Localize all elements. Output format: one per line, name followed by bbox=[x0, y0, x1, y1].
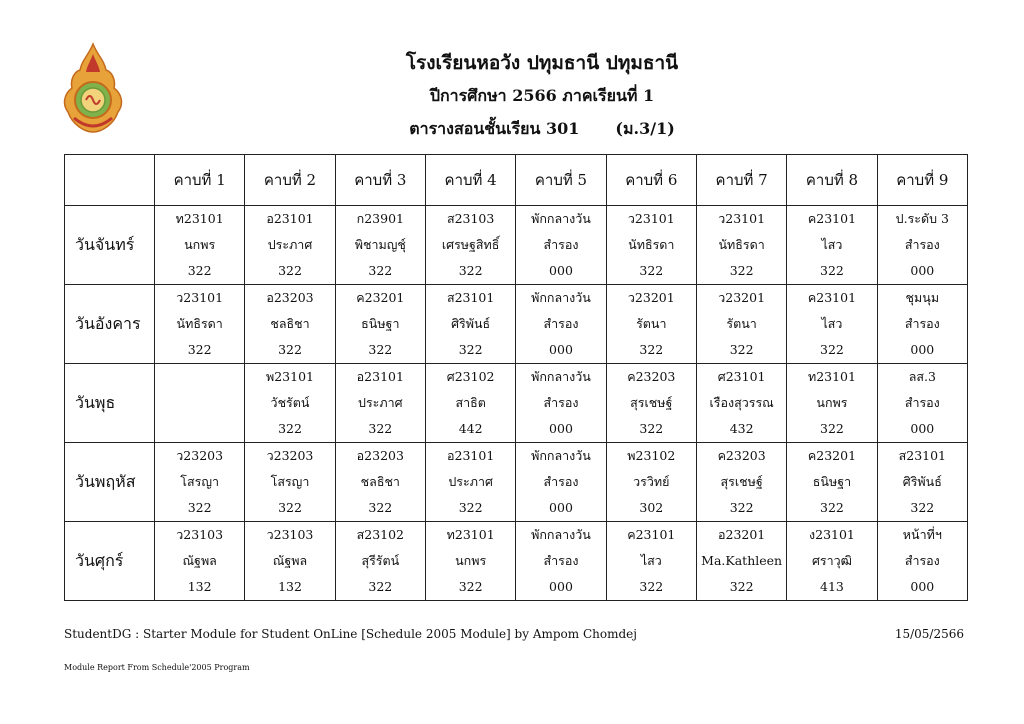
footer-credit: StudentDG : Starter Module for Student OnLine [Schedule 2005 Module] by Ampom Chomdej bbox=[64, 627, 637, 641]
room-number: 000 bbox=[549, 342, 573, 357]
subject-code: อ23101 bbox=[266, 211, 314, 226]
subject-code: ศ23101 bbox=[717, 369, 766, 384]
teacher-name: ไสว bbox=[821, 316, 843, 331]
teacher-name: Ma.Kathleen bbox=[701, 553, 783, 568]
subject-code: ค23101 bbox=[807, 290, 857, 305]
room-number: 322 bbox=[368, 342, 393, 357]
teacher-name: สำรอง bbox=[904, 316, 940, 331]
room-number: 322 bbox=[278, 263, 302, 278]
schedule-cell bbox=[245, 443, 335, 522]
teacher-name: รัตนา bbox=[726, 316, 757, 331]
teacher-name: ประภาศ bbox=[267, 237, 313, 252]
room-number: 322 bbox=[368, 579, 393, 594]
room-number: 322 bbox=[639, 579, 664, 594]
table-row bbox=[65, 364, 968, 443]
teacher-name: นกพร bbox=[455, 553, 487, 568]
room-number: 302 bbox=[639, 500, 664, 515]
subject-code: อ23203 bbox=[266, 290, 314, 305]
subject-code: ว23203 bbox=[266, 448, 314, 463]
teacher-name: วัชรัตน์ bbox=[270, 395, 310, 410]
subject-code: หน้าที่ฯ bbox=[902, 527, 942, 542]
schedule-cell bbox=[425, 443, 515, 522]
subject-code: ว23103 bbox=[176, 527, 224, 542]
teacher-name: สำรอง bbox=[904, 237, 940, 252]
room-number: 132 bbox=[278, 579, 302, 594]
room-number: 322 bbox=[729, 500, 754, 515]
teacher-name: สำรอง bbox=[543, 474, 579, 489]
room-number: 000 bbox=[549, 579, 573, 594]
teacher-name: นกพร bbox=[184, 237, 216, 252]
table-header-row bbox=[65, 155, 968, 206]
room-number: 322 bbox=[368, 421, 393, 436]
subject-code: ค23201 bbox=[807, 448, 857, 463]
schedule-cell bbox=[516, 364, 606, 443]
schedule-cell bbox=[696, 443, 786, 522]
period-header: คาบที่ 8 bbox=[787, 155, 877, 206]
schedule-cell bbox=[606, 443, 696, 522]
teacher-name: ศราวุฒิ bbox=[811, 553, 852, 568]
table-row bbox=[65, 285, 968, 364]
room-number: 322 bbox=[820, 263, 844, 278]
teacher-name: ชลธิชา bbox=[360, 474, 400, 489]
teacher-name: สาธิต bbox=[455, 395, 486, 410]
academic-year-term: ปีการศึกษา 2566 ภาคเรียนที่ 1 bbox=[429, 86, 655, 105]
schedule-cell bbox=[696, 206, 786, 285]
teacher-name: ประภาศ bbox=[358, 395, 403, 410]
room-number: 322 bbox=[820, 500, 844, 515]
subject-code: อ23201 bbox=[717, 527, 766, 542]
room-number: 322 bbox=[820, 342, 844, 357]
schedule-cell bbox=[335, 285, 425, 364]
footer-module-note: Module Report From Schedule'2005 Program bbox=[64, 663, 250, 672]
subject-code: ส23102 bbox=[356, 527, 405, 542]
period-header: คาบที่ 6 bbox=[606, 155, 696, 206]
subject-code: พ23101 bbox=[265, 369, 314, 384]
table-row bbox=[65, 443, 968, 522]
teacher-name: ไสว bbox=[821, 237, 843, 252]
schedule-cell bbox=[155, 364, 245, 443]
teacher-name: เศรษฐสิทธิ์ bbox=[441, 237, 500, 252]
subject-code: อ23101 bbox=[356, 369, 404, 384]
table-row bbox=[65, 206, 968, 285]
teacher-name: ชลธิชา bbox=[270, 316, 310, 331]
schedule-cell bbox=[877, 206, 967, 285]
schedule-cell bbox=[245, 522, 335, 601]
schedule-cell bbox=[877, 443, 967, 522]
room-number: 322 bbox=[187, 500, 212, 515]
subject-code: ค23203 bbox=[627, 369, 676, 384]
teacher-name: โสรญา bbox=[180, 474, 220, 489]
schedule-title bbox=[30, 117, 1024, 142]
subject-code: ชุมนุม bbox=[905, 290, 940, 305]
teacher-name: ศิริพันธ์ bbox=[902, 474, 942, 489]
schedule-cell bbox=[877, 285, 967, 364]
room-number: 000 bbox=[549, 421, 573, 436]
subject-code: ป.ระดับ 3 bbox=[895, 211, 949, 226]
schedule-cell bbox=[155, 443, 245, 522]
subject-code: ส23103 bbox=[446, 211, 495, 226]
room-number: 442 bbox=[458, 421, 483, 436]
period-header: คาบที่ 2 bbox=[245, 155, 335, 206]
teacher-name: สำรอง bbox=[904, 395, 940, 410]
room-number: 322 bbox=[910, 500, 935, 515]
schedule-cell bbox=[516, 443, 606, 522]
subject-code: ว23101 bbox=[627, 211, 675, 226]
subject-code: ลส.3 bbox=[908, 369, 936, 384]
teacher-name: สำรอง bbox=[543, 553, 579, 568]
subject-code: ว23201 bbox=[718, 290, 766, 305]
teacher-name: สำรอง bbox=[904, 553, 940, 568]
subject-code: ท23101 bbox=[446, 527, 495, 542]
period-header: คาบที่ 7 bbox=[696, 155, 786, 206]
schedule-cell bbox=[787, 206, 877, 285]
subject-code: ว23201 bbox=[627, 290, 675, 305]
schedule-cell bbox=[787, 522, 877, 601]
room-number: 322 bbox=[729, 579, 754, 594]
room-number: 322 bbox=[458, 500, 483, 515]
teacher-name: สำรอง bbox=[543, 395, 579, 410]
schedule-cell bbox=[877, 364, 967, 443]
room-number: 322 bbox=[278, 500, 302, 515]
subject-code: ท23101 bbox=[807, 369, 856, 384]
room-number: 000 bbox=[910, 263, 935, 278]
room-number: 322 bbox=[729, 263, 754, 278]
room-number: 000 bbox=[910, 421, 935, 436]
schedule-cell bbox=[516, 285, 606, 364]
schedule-cell bbox=[425, 206, 515, 285]
period-header: คาบที่ 9 bbox=[877, 155, 967, 206]
room-number: 322 bbox=[458, 342, 483, 357]
period-header: คาบที่ 4 bbox=[425, 155, 515, 206]
room-number: 000 bbox=[549, 263, 573, 278]
room-number: 322 bbox=[187, 342, 212, 357]
room-number: 322 bbox=[187, 263, 212, 278]
subject-code: ว23101 bbox=[176, 290, 224, 305]
room-number: 000 bbox=[910, 579, 935, 594]
schedule-cell bbox=[245, 285, 335, 364]
period-header: คาบที่ 3 bbox=[335, 155, 425, 206]
room-number: 322 bbox=[368, 263, 393, 278]
schedule-cell bbox=[606, 364, 696, 443]
schedule-cell bbox=[425, 522, 515, 601]
teacher-name: ไสว bbox=[640, 553, 662, 568]
teacher-name: สำรอง bbox=[543, 316, 579, 331]
teacher-name: สำรอง bbox=[543, 237, 579, 252]
day-label: วันพฤหัส bbox=[65, 443, 155, 522]
period-header: คาบที่ 5 bbox=[516, 155, 606, 206]
teacher-name: เรืองสุวรรณ bbox=[709, 395, 774, 410]
schedule-cell bbox=[516, 206, 606, 285]
room-number: 322 bbox=[368, 500, 393, 515]
room-number: 322 bbox=[458, 579, 483, 594]
subject-code: อ23203 bbox=[356, 448, 404, 463]
schedule-cell bbox=[335, 443, 425, 522]
day-label: วันจันทร์ bbox=[65, 206, 155, 285]
teacher-name: นกพร bbox=[816, 395, 848, 410]
schedule-table bbox=[64, 154, 968, 601]
schedule-cell bbox=[787, 364, 877, 443]
teacher-name: ณัฐพล bbox=[272, 553, 308, 568]
schedule-cell bbox=[696, 285, 786, 364]
schedule-cell bbox=[696, 364, 786, 443]
schedule-cell bbox=[155, 522, 245, 601]
subject-code: ค23101 bbox=[627, 527, 676, 542]
subject-code: ว23103 bbox=[266, 527, 314, 542]
subject-code: ส23101 bbox=[898, 448, 947, 463]
room-number: 322 bbox=[639, 421, 664, 436]
room-number: 322 bbox=[639, 263, 664, 278]
room-number: 322 bbox=[278, 342, 302, 357]
subject-code: ค23101 bbox=[807, 211, 857, 226]
subject-code: พักกลางวัน bbox=[531, 527, 591, 542]
room-number: 322 bbox=[820, 421, 844, 436]
room-number: 132 bbox=[187, 579, 212, 594]
subject-code: ก23901 bbox=[356, 211, 404, 226]
schedule-cell bbox=[155, 285, 245, 364]
class-code: (ม.3/1) bbox=[615, 119, 675, 138]
teacher-name: ธนิษฐา bbox=[361, 316, 400, 331]
header-corner bbox=[65, 155, 155, 206]
subject-code: ว23101 bbox=[718, 211, 766, 226]
subject-code: พักกลางวัน bbox=[531, 369, 591, 384]
schedule-cell bbox=[606, 206, 696, 285]
teacher-name: วรวิทย์ bbox=[633, 474, 670, 489]
schedule-cell bbox=[335, 206, 425, 285]
schedule-cell bbox=[245, 206, 335, 285]
room-number: 322 bbox=[458, 263, 483, 278]
schedule-cell bbox=[425, 285, 515, 364]
schedule-cell bbox=[606, 285, 696, 364]
teacher-name: นัทธิรดา bbox=[176, 316, 223, 331]
room-number: 432 bbox=[729, 421, 754, 436]
subject-code: อ23101 bbox=[447, 448, 495, 463]
school-name: โรงเรียนหอวัง ปทุมธานี ปทุมธานี bbox=[405, 52, 679, 74]
subject-code: พ23102 bbox=[627, 448, 676, 463]
teacher-name: ประภาศ bbox=[448, 474, 493, 489]
teacher-name: รัตนา bbox=[636, 316, 667, 331]
teacher-name: โสรญา bbox=[270, 474, 310, 489]
room-number: 000 bbox=[910, 342, 935, 357]
schedule-cell bbox=[155, 206, 245, 285]
subject-code: ค23203 bbox=[717, 448, 766, 463]
subject-code: ง23101 bbox=[809, 527, 855, 542]
teacher-name: สุรเชษฐ์ bbox=[630, 395, 673, 410]
teacher-name: ธนิษฐา bbox=[812, 474, 852, 489]
table-row bbox=[65, 522, 968, 601]
teacher-name: พิชามญชุ์ bbox=[354, 237, 406, 252]
schedule-cell bbox=[335, 364, 425, 443]
subject-code: พักกลางวัน bbox=[531, 448, 591, 463]
footer-date: 15/05/2566 bbox=[894, 627, 964, 641]
subject-code: ส23101 bbox=[446, 290, 495, 305]
schedule-cell bbox=[877, 522, 967, 601]
room-number: 322 bbox=[278, 421, 302, 436]
subject-code: ศ23102 bbox=[446, 369, 495, 384]
room-number: 322 bbox=[729, 342, 754, 357]
subject-code: พักกลางวัน bbox=[531, 211, 591, 226]
room-number: 413 bbox=[820, 579, 844, 594]
teacher-name: ณัฐพล bbox=[182, 553, 217, 568]
subject-code: พักกลางวัน bbox=[531, 290, 591, 305]
teacher-name: สุรเชษฐ์ bbox=[720, 474, 763, 489]
day-label: วันศุกร์ bbox=[65, 522, 155, 601]
teacher-name: ศิริพันธ์ bbox=[451, 316, 491, 331]
schedule-cell bbox=[787, 443, 877, 522]
subject-code: ว23203 bbox=[176, 448, 224, 463]
teacher-name: นัทธิรดา bbox=[628, 237, 675, 252]
schedule-cell bbox=[606, 522, 696, 601]
period-header: คาบที่ 1 bbox=[155, 155, 245, 206]
schedule-title-text: ตารางสอนชั้นเรียน 301 bbox=[409, 119, 580, 138]
day-label: วันพุธ bbox=[65, 364, 155, 443]
schedule-cell bbox=[696, 522, 786, 601]
room-number: 000 bbox=[549, 500, 573, 515]
schedule-cell bbox=[516, 522, 606, 601]
schedule-cell bbox=[335, 522, 425, 601]
schedule-cell bbox=[245, 364, 335, 443]
teacher-name: นัทธิรดา bbox=[718, 237, 765, 252]
subject-code: ท23101 bbox=[175, 211, 224, 226]
day-label: วันอังคาร bbox=[65, 285, 155, 364]
room-number: 322 bbox=[639, 342, 664, 357]
schedule-cell bbox=[425, 364, 515, 443]
schedule-cell bbox=[787, 285, 877, 364]
subject-code: ค23201 bbox=[356, 290, 405, 305]
teacher-name: สุรีรัตน์ bbox=[361, 553, 400, 568]
